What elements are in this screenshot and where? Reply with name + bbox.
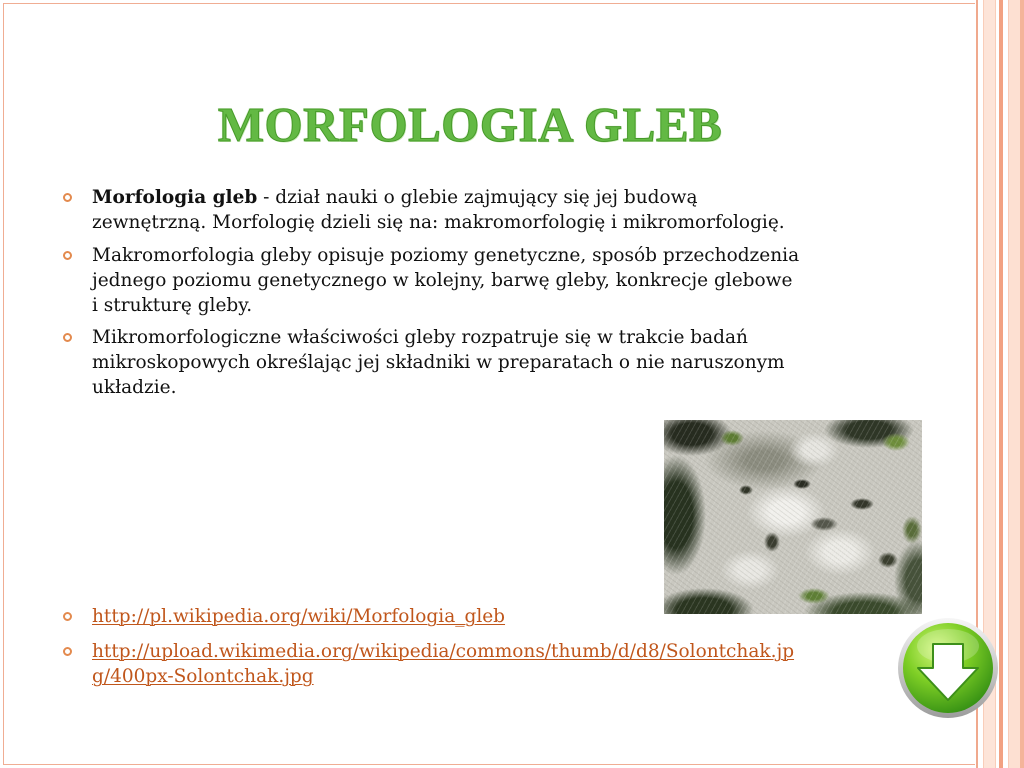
bullet-line: Makromorfologia gleby opisuje poziomy genetyczne, sposób przechodzenia: [92, 245, 800, 266]
link-item: [92, 639, 794, 689]
bold-term: Morfologia gleb: [92, 187, 258, 208]
bullet-circle-icon: [63, 193, 72, 202]
bullet-circle-icon: [63, 647, 72, 656]
link-item: [92, 604, 505, 629]
bullet-line: jednego poziomu genetycznego w kolejny, barwę gleby, konkrecje glebowe: [92, 270, 793, 291]
bullet-text: - dział nauki o glebie zajmujący się jej budową: [257, 187, 698, 208]
bullet-item: [92, 243, 799, 318]
bullet-item: [92, 185, 785, 235]
link-line: http://pl.wikipedia.org/wiki/Morfologia_gleb: [92, 606, 506, 627]
bullet-circle-icon: [63, 612, 72, 621]
soil-photo: [664, 420, 922, 614]
source-link-image[interactable]: [92, 639, 794, 689]
source-link-wikipedia[interactable]: [92, 604, 505, 629]
slide-title: MORFOLOGIA GLEB: [217, 97, 723, 152]
bullet-line: Mikromorfologiczne właściwości gleby rozpatruje się w trakcie badań: [92, 327, 748, 348]
bullet-line: zewnętrzną. Morfologię dzieli się na: makromorfologię i mikromorfologię.: [92, 212, 785, 233]
bullet-line: i strukturę gleby.: [92, 295, 253, 316]
link-line: g/400px-Solontchak.jpg: [92, 666, 314, 687]
bullet-item: [92, 325, 785, 400]
link-line: http://upload.wikimedia.org/wikipedia/commons/thumb/d/d8/Solontchak.jp: [92, 641, 795, 662]
bullet-circle-icon: [63, 251, 72, 260]
green-round-button-icon: [896, 616, 1000, 720]
next-slide-button[interactable]: [896, 616, 1000, 720]
bullet-circle-icon: [63, 333, 72, 342]
bullet-line: mikroskopowych określając jej składniki w preparatach o nie naruszonym: [92, 352, 785, 373]
bullet-line: układzie.: [92, 377, 177, 398]
bullet-line: [92, 185, 785, 210]
